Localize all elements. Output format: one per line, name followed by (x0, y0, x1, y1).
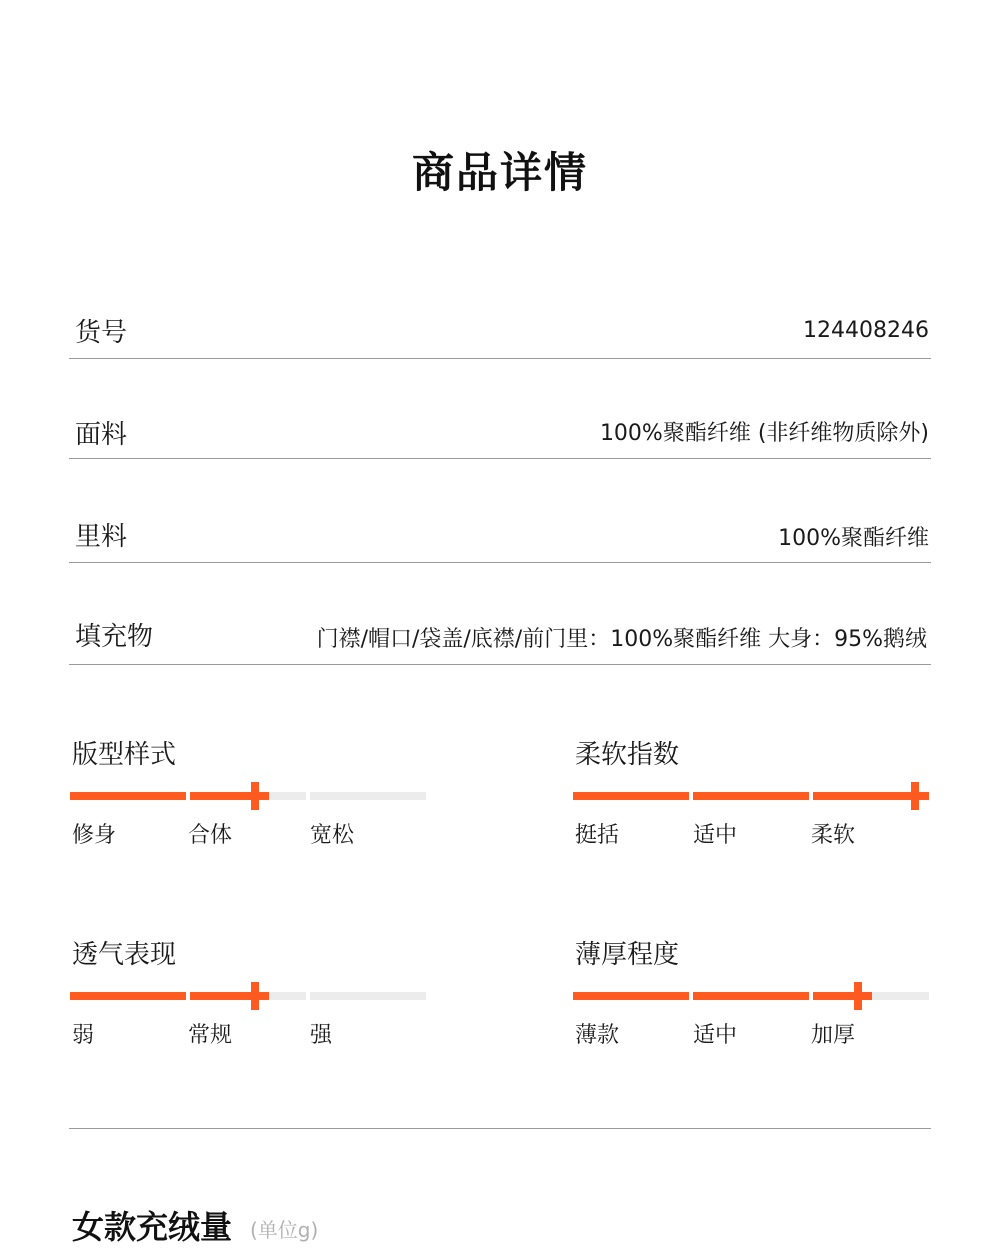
scale-track-segment (310, 792, 426, 800)
scale-thickness (573, 934, 933, 1054)
scale-marker (854, 982, 862, 1010)
scale-fill (813, 992, 872, 1000)
scale-tick-label: 适中 (693, 823, 738, 848)
scale-marker (251, 782, 259, 810)
scale-tick-label: 宽松 (310, 823, 355, 848)
scale-title: 透气表现 (72, 940, 177, 970)
section-title: 女款充绒量 (72, 1208, 233, 1246)
scale-tick-label: 柔软 (811, 823, 856, 848)
scale-tick-label: 合体 (188, 823, 233, 848)
spec-row-fabric (69, 400, 931, 459)
spec-row-item-number (69, 300, 931, 359)
scale-softness (573, 734, 933, 854)
scale-tick-label: 常规 (188, 1023, 233, 1048)
scale-marker (911, 782, 919, 810)
scale-tick-label: 修身 (72, 823, 117, 848)
spec-label: 里料 (75, 522, 128, 552)
scale-tick-label: 薄款 (575, 1023, 620, 1048)
spec-value: 100%聚酯纤维 (非纤维物质除外) (599, 421, 929, 446)
scale-fill (573, 792, 689, 800)
page-title: 商品详情 (411, 148, 588, 197)
scale-fill (70, 992, 186, 1000)
spec-label: 填充物 (75, 622, 154, 652)
spec-row-lining (69, 502, 931, 563)
scale-fill (693, 992, 809, 1000)
scale-fill (573, 992, 689, 1000)
spec-value: 门襟/帽口/袋盖/底襟/前门里：100%聚酯纤维 大身：95%鹅绒 (316, 627, 927, 652)
spec-value: 124408246 (803, 318, 929, 343)
scale-tick-label: 弱 (72, 1023, 95, 1048)
scale-marker (251, 982, 259, 1010)
scale-fill (693, 792, 809, 800)
scale-tick-label: 适中 (693, 1023, 738, 1048)
spec-label: 面料 (75, 420, 128, 450)
spec-row-filling (69, 602, 931, 665)
scale-fit-style (70, 734, 430, 854)
scale-fill (70, 792, 186, 800)
scale-breathability (70, 934, 430, 1054)
section-unit-note: (单位g) (250, 1218, 319, 1242)
scale-title: 柔软指数 (575, 740, 680, 770)
scale-tick-label: 加厚 (811, 1023, 856, 1048)
spec-label: 货号 (75, 318, 128, 348)
section-divider (69, 1128, 931, 1129)
scale-title: 薄厚程度 (575, 940, 680, 970)
scale-tick-label: 挺括 (575, 823, 620, 848)
scale-title: 版型样式 (72, 740, 177, 770)
scale-tick-label: 强 (310, 1023, 333, 1048)
spec-value: 100%聚酯纤维 (778, 526, 929, 551)
scale-track-segment (310, 992, 426, 1000)
